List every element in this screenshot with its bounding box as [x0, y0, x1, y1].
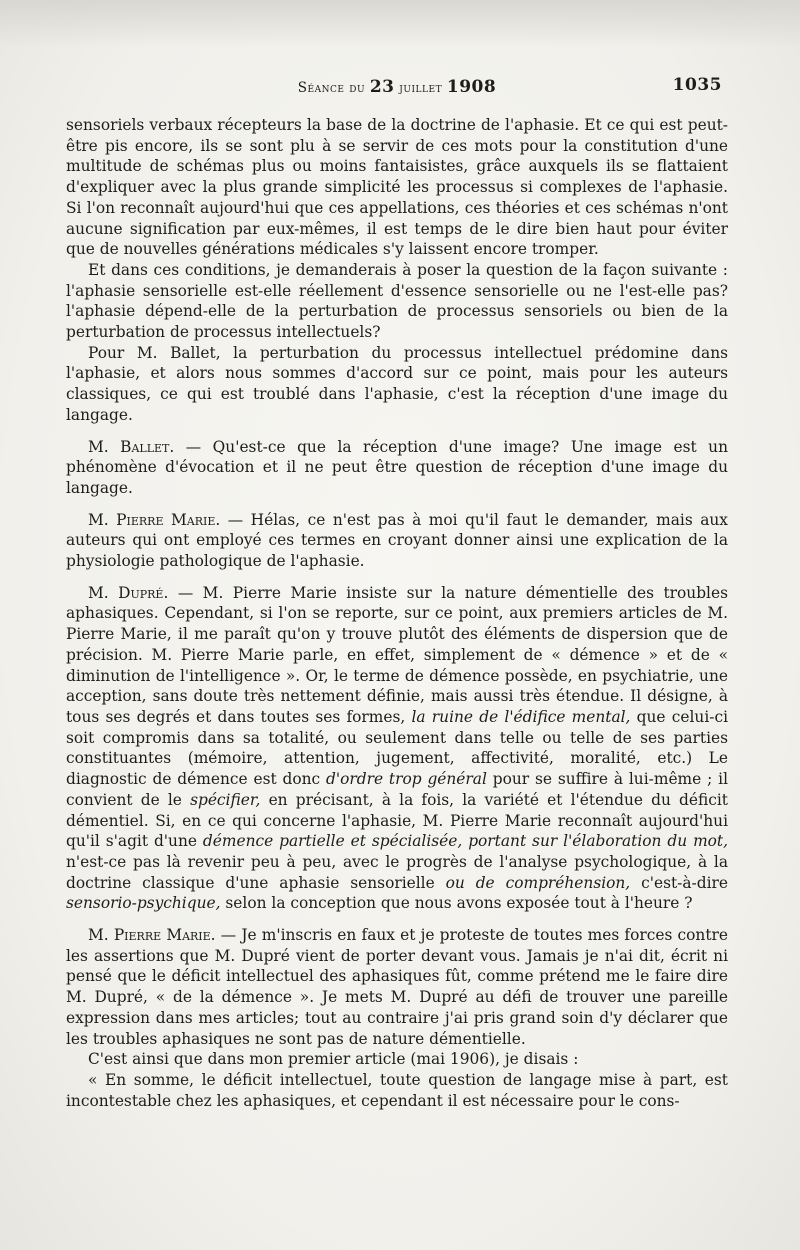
paragraph-1-text: sensoriels verbaux récepteurs la base de la doctrine de l'aphasie. Et ce qui est peut-être pis encore, ils se sont plu à se servir de ces mots pour la constitution d'une multitude de schémas plus ou moins fantaisistes, grâce auxquels ils se flattaient d'expliquer avec la plus grande simplicité les processus si complexes de l'aphasie. Si l'on reconnaît aujourd'hui que ces appellations, ces théories et ces schémas n'ont aucune signification par eux-mêmes, il est temps de le dire bien haut pour éviter que de nouvelles générations médicales s'y laissent encore tromper. — [66, 116, 728, 259]
body-text — [66, 115, 728, 1111]
paragraph-8-text: C'est ainsi que dans mon premier article (mai 1906), je disais : — [88, 1050, 579, 1069]
dupre-italic-6: sensorio-psychique, — [66, 894, 221, 913]
paragraph-pierre-marie-1-text: — Hélas, ce n'est pas à moi qu'il faut le demander, mais aux auteurs qui ont employé ces termes en croyant donner ainsi une explication de la physiologie pathologique de l'aphasie. — [66, 510, 728, 571]
speaker-pierre-marie-1: M. Pierre Marie. — [88, 510, 221, 529]
running-title-month: juillet — [394, 80, 447, 96]
dupre-text-4: en précisant, à la fois, la variété et l'étendue du déficit démentiel. Si, en ce qui concerne l'aphasie, M. Pierre Marie reconnaît aujourd'hui qu'il s'agit d'une — [66, 790, 728, 851]
dupre-italic-1: la ruine de l'édifice mental, — [411, 707, 631, 726]
paragraph-pierre-marie-2-text: — Je m'inscris en faux et je proteste de toutes mes forces contre les assertions que M. Dupré vient de porter devant vous. Jamais je n'ai dit, écrit ni pensé que le déficit intellectuel des aphasiques fût, comme prétend me le faire dire M. Dupré, « de la démence ». Je mets M. Dupré au défi de trouver une pareille expression dans mes articles; tout au contraire j'ai pris grand soin d'y déclarer que les troubles aphasiques ne sont pas de nature démentielle. — [66, 926, 728, 1048]
paragraph-1 — [66, 115, 728, 260]
paragraph-pierre-marie-1 — [66, 510, 728, 572]
paragraph-dupre — [66, 583, 728, 914]
paragraph-8 — [66, 1049, 728, 1070]
speaker-ballet: M. Ballet. — [88, 437, 175, 456]
paragraph-quote-text: « En somme, le déficit intellectuel, toute question de langage mise à part, est incontestable chez les aphasiques, et cependant il est nécessaire pour le cons- — [66, 1070, 728, 1110]
dupre-text-2: que celui-ci soit compromis dans sa totalité, ou seulement dans telle ou telle de ses parties constituantes (mémoire, attention, jugement, affectivité, moralité, etc.) Le diagnostic de démence est donc — [66, 707, 728, 789]
paragraph-ballet-text: — Qu'est-ce que la réception d'une image? Une image est un phénomène d'évocation et il ne peut être question de réception d'une image du langage. — [66, 437, 728, 497]
running-header — [72, 75, 722, 97]
running-title — [72, 77, 722, 97]
dupre-italic-3: spécifier, — [190, 790, 261, 809]
paragraph-3 — [66, 343, 728, 426]
dupre-text-6: c'est-à-dire — [630, 873, 728, 892]
page-number: 1035 — [672, 75, 722, 95]
dupre-italic-4: démence partielle et spécialisée, portant sur l'élaboration du mot, — [202, 832, 729, 851]
speaker-pierre-marie-2: M. Pierre Marie. — [88, 926, 216, 945]
speaker-dupre: M. Dupré. — [88, 583, 169, 602]
paragraph-pierre-marie-2 — [66, 925, 728, 1049]
dupre-italic-2: d'ordre trop général — [326, 770, 487, 789]
dupre-italic-5: ou de compréhension, — [445, 873, 631, 892]
running-title-year: 1908 — [446, 77, 497, 97]
paragraph-2 — [66, 260, 728, 343]
dupre-text-3: pour se suffire à lui-même ; il convient de le — [66, 770, 729, 809]
dupre-text-1: — M. Pierre Marie insiste sur la nature démentielle des troubles aphasiques. Cependant, si l'on se reporte, sur ce point, aux premiers articles de M. Pierre Marie, il me paraît qu'on y trouve plutôt des éléments de dispersion que de précision. M. Pierre Marie parle, en effet, simplement de « démence » et de « diminution de l'intelligence ». Or, le terme de démence possède, en psychiatrie, une acception, sans doute très nettement définie, mais aussi très étendue. Il désigne, à tous ses degrés et dans toutes ses formes, — [66, 583, 728, 726]
dupre-text-7: selon la conception que nous avons exposée tout à l'heure ? — [220, 894, 693, 913]
paragraph-2-text: Et dans ces conditions, je demanderais à poser la question de la façon suivante : l'aphasie sensorielle est-elle réellement d'essence sensorielle ou ne l'est-elle pas? l'aphasie dépend-elle de la perturbation de processus sensoriels ou bien de la perturbation de processus intellectuels? — [66, 260, 728, 342]
paragraph-3-text: Pour M. Ballet, la perturbation du processus intellectuel prédomine dans l'aphasie, et alors nous sommes d'accord sur ce point, mais pour les auteurs classiques, ce qui est troublé dans l'aphasie, c'est la réception d'une image du langage. — [66, 343, 728, 424]
paragraph-quote — [66, 1070, 728, 1111]
running-title-seance: Séance du — [297, 80, 370, 96]
running-title-day: 23 — [369, 77, 395, 97]
dupre-text-5: n'est-ce pas là revenir peu à peu, avec le progrès de l'analyse psychologique, à la doctrine classique d'une aphasie sensorielle — [66, 852, 728, 892]
paragraph-ballet — [66, 437, 728, 499]
